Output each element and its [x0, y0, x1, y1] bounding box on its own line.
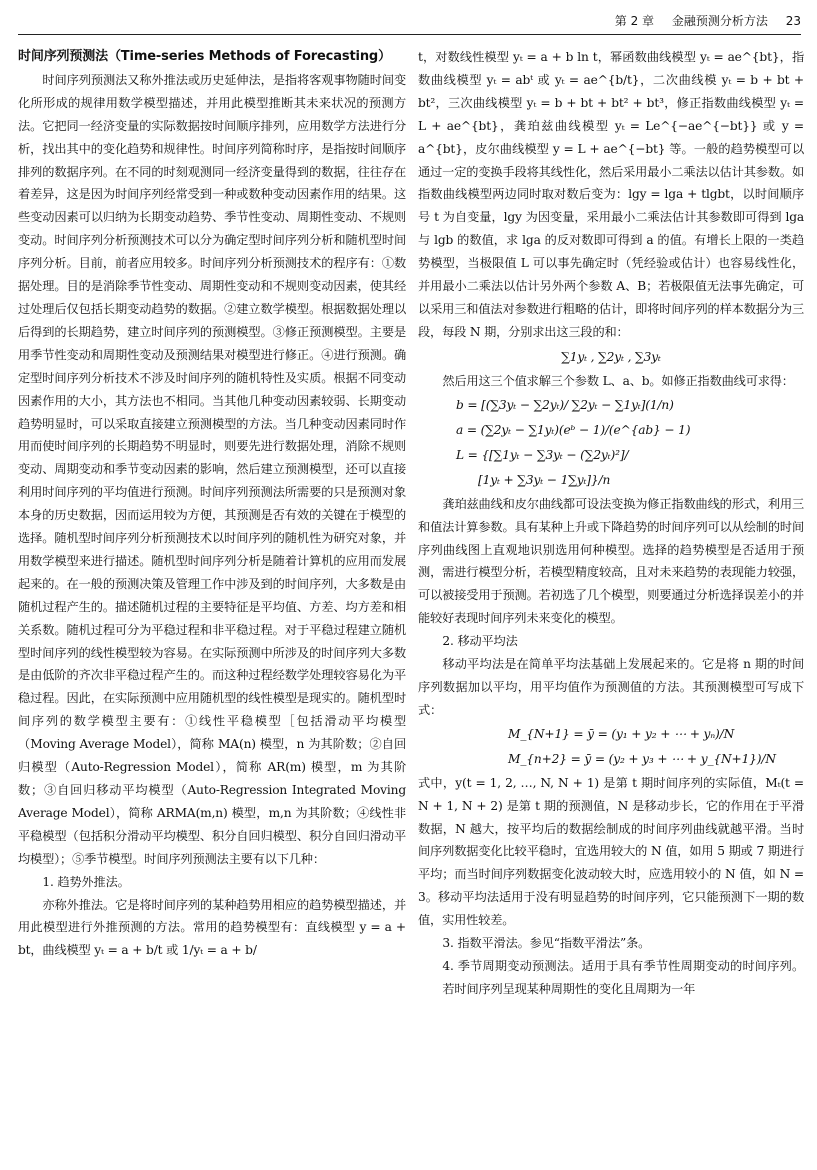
body-paragraph: 亦称外推法。它是将时间序列的某种趋势用相应的趋势模型描述，并用此模型进行外推预测的方法。常用的趋势模型有：直线模型 y = a + bt，曲线模型 yₜ = a + b/t 或 1/yₜ = a + b/	[18, 897, 406, 958]
body-paragraph: 式中，y(t = 1, 2, …, N, N + 1) 是第 t 期时间序列的实际值，Mₜ(t = N + 1, N + 2) 是第 t 期的预测值，N 是移动步长，它的作用在于平滑数据，N 越大，按平均后的数据绘制成的时间序列曲线就越平滑。当时间序列数据变化比较平稳时，宜选用较大的 N 值，如用 5 期或 7 期进行平均；而当时间序列数据变化波动较大时，应选用较小的 N 值，如 N = 3。移动平均法适用于没有明显趋势的时间序列，它只能预测下一期的数值，实用性较差。	[418, 775, 804, 928]
equation-sums: ∑1yₜ , ∑2yₜ , ∑3yₜ	[561, 349, 661, 364]
equation-L-cont: [1yₜ + ∑3yₜ − 1∑yₜ]}/n	[478, 472, 611, 487]
running-header	[18, 10, 801, 35]
item-heading: 2. 移动平均法	[442, 634, 518, 649]
body-paragraph: 龚珀兹曲线和皮尔曲线都可设法变换为修正指数曲线的形式，利用三和值法计算参数。具有某种上升或下降趋势的时间序列可以从绘制的时间序列曲线图上直观地识别选用何种模型。选择的趋势模型是否适用于预测，需进行模型分析，若模型精度较高，且对未来趋势的表现能力较强，可以被接受用于预测。若初选了几个模型，则要通过分析选择误差小的并能较好表现时间序列未来变化的模型。	[418, 496, 804, 626]
equation-L: L = {[∑1yₜ − ∑3yₜ − (∑2yₜ)²]/	[456, 447, 629, 462]
item-heading: 1. 趋势外推法。	[42, 874, 130, 889]
equation-b: b = [(∑3yₜ − ∑2yₜ)/ ∑2yₜ − ∑1yₜ](1/n)	[456, 397, 674, 412]
item-heading: 4. 季节周期变动预测法。适用于具有季节性周期变动的时间序列。若时间序列呈现某种周期性的变化且周期为一年	[442, 959, 804, 996]
body-paragraph: 时间序列预测法又称外推法或历史延伸法，是指将客观事物随时间变化所形成的规律用数学模型描述，并用此模型推断其未来状况的预测方法。它把同一经济变量的实际数据按时间顺序排列，应用数学方法进行分析，找出其中的变化趋势和规律性。时间序列简称时序，是指按时间顺序排列的数据序列。在不同的时刻观测同一经济变量得到的数据，往往存在着差异，这是因为时间序列经常受到一种或数种变动因素作用的结果。这些变动因素可以归纳为长期变动趋势、季节性变动、周期性变动、不规则变动。时间序列分析预测技术可以分为确定型时间序列分析和随机型时间序列分析。目前，前者应用较多。时间序列分析预测技术的程序有：①数据处理。目的是消除季节性变动、周期性变动和不规则变动因素，使其经过处理后仅包括长期变动趋势的数据。②建立数学模型。根据数据处理以后得到的长期趋势，建立时间序列的预测模型。③修正预测模型。主要是用季节性变动和周期性变动及预测结果对模型进行修正。④进行预测。确定型时间序列分析技术不涉及时间序列的随机特性及实质。根据不同变动因素作用的大小，其方法也不相同。当其他几种变动因素较弱、长期变动趋势明显时，可以采取直接建立预测模型的方法。当几种变动因素同时作用而使时间序列的长期趋势不明显时，则要先进行数据处理，消除不规则变动、周期变动和季节变动因素的影响，然后建立预测模型，还可以直接利用时间序列的平均值进行预测。时间序列预测法所需要的只是预测对象本身的历史数据，因而运用较为方便，其预测是否有效的关键在于模型的选择。随机型时间序列分析预测技术以时间序列的随机性为研究对象，并用数学模型来进行描述。随机型时间序列分析是随着计算机的应用而发展起来的。在一般的预测决策及管理工作中涉及到的时间序列，大多数是由随机过程产生的。描述随机过程的主要特征是平均值、方差、均方差和相关系数。随机过程可分为平稳过程和非平稳过程。对于平稳过程建立随机型时间序列的线性模型较为容易。在实际预测中所涉及的时间序列大多数是由低阶的齐次非平稳过程产生的。而这种过程经数学处理较容易化为平稳过程。因此，在实际预测中应用随机型的线性模型是现实的。随机型时间序列的数学模型主要有：①线性平稳模型［包括滑动平均模型（Moving Average Model），简称 MA(n) 模型，n 为其阶数；②自回归模型（Auto-Regression Model），简称 AR(m) 模型，m 为其阶数；③自回归移动平均模型（Auto-Regression Integrated Moving Average Model），简称 ARMA(m,n) 模型，m,n 为其阶数；④线性非平稳模型（包括积分滑动平均模型、积分自回归模型、积分自回归滑动平均模型）；⑤季节模型。时间序列预测法主要有以下几种：	[18, 72, 406, 866]
equation-m1: M_{N+1} = ȳ = (y₁ + y₂ + ⋯ + yₙ)/N	[508, 726, 735, 741]
equation-a: a = (∑2yₜ − ∑1yₜ)(eᵇ − 1)/(e^{ab} − 1)	[456, 422, 691, 437]
item-heading: 3. 指数平滑法。参见“指数平滑法”条。	[442, 936, 651, 951]
body-paragraph: 移动平均法是在简单平均法基础上发展起来的。它是将 n 期的时间序列数据加以平均，用平均值作为预测值的方法。其预测模型可写成下式：	[418, 657, 804, 717]
chapter-label: 第 2 章	[614, 14, 655, 28]
entry-title: 时间序列预测法（Time-series Methods of Forecasting）	[18, 49, 391, 64]
equation-m2: M_{n+2} = ȳ = (y₂ + y₃ + ⋯ + y_{N+1})/N	[508, 751, 776, 766]
body-paragraph: t，对数线性模型 yₜ = a + b ln t，幂函数曲线模型 yₜ = ae^{bt}，指数曲线模型 yₜ = abᵗ 或 yₜ = ae^{b/t}，二次曲线模 yₜ = b + bt + bt²，三次曲线模型 yₜ = b + bt + bt² + bt³，修正指数曲线模型 yₜ = L + ae^{bt}，龚珀兹曲线模型 yₜ = Le^{−ae^{−bt}} 或 y = a^{bt}，皮尔曲线模型 y = L + ae^{−bt} 等。一般的趋势模型可以通过一定的变换手段将其线性化，然后采用最小二乘法以估计其参数。如指数曲线模型两边同时取对数后变为：lgy = lga + tlgbt，以时间顺序号 t 为自变量，lgy 为因变量，采用最小二乘法估计其参数即可得到 lga 与 lgb 的数值，求 lga 的反对数即可得到 a 的值。有增长上限的一类趋势模型，当极限值 L 可以事先确定时（凭经验或估计）也容易线性化，并用最小二乘法以估计另外两个参数 A、B；若极限值无法事先确定，可以采用三和值法对参数进行粗略的估计，即将时间序列的样本数据分为三段，每段 N 期，分别求出这三段的和：	[418, 50, 804, 339]
left-column	[18, 46, 406, 1162]
page-number: 23	[785, 14, 801, 28]
chapter-title: 金融预测分析方法	[671, 14, 768, 28]
right-column	[418, 46, 804, 1162]
body-paragraph: 然后用这三个值求解三个参数 L、a、b。如修正指数曲线可求得：	[442, 373, 794, 388]
